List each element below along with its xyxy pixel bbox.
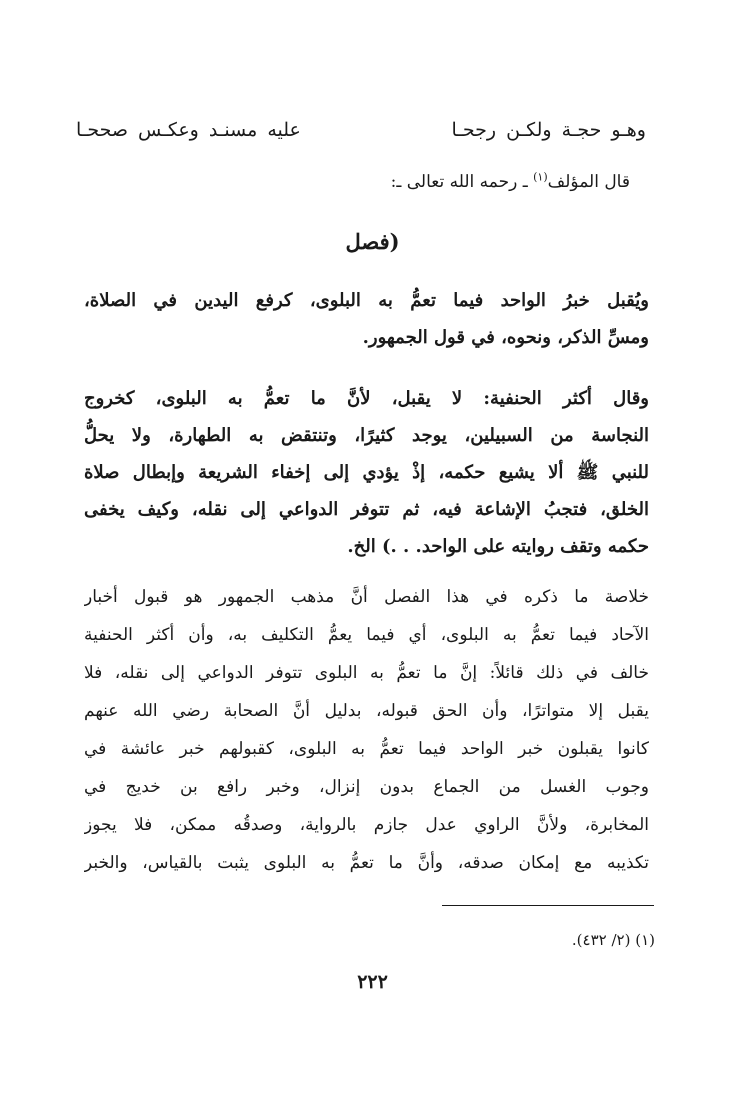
text-line: الخلق، فتجبُ الإشاعة فيه، ثم تتوفر الدواعي إلى نقله، وكيف يخفى (84, 499, 649, 520)
poem-verse (76, 110, 656, 150)
text-line: ومسِّ الذكر، ونحوه، في قول الجمهور. (362, 327, 649, 348)
text-line: كانوا يقبلون خبر الواحد فيما تعمُّ به البلوى، كقبولهم خبر عائشة في (84, 739, 649, 759)
footnote-reference[interactable]: (١) (533, 170, 548, 184)
text-line: يقبل إلا متواترًا، وأن الحق قبوله، بدليل أنَّ الصحابة رضي الله عنهم (84, 701, 649, 721)
intro-text-after: ـ رحمه الله تعالى ـ: (390, 172, 534, 192)
text-line: النجاسة من السبيلين، يوجد كثيرًا، وتنتقض به الطهارة، ولا يحلُّ (84, 425, 649, 446)
intro-line (190, 164, 630, 200)
text-line: وجوب الغسل من الجماع بدون إنزال، وخبر رافع بن خديج في (84, 777, 649, 797)
text-line: تكذيبه مع إمكان صدقه، وأنَّ ما تعمُّ به البلوى يثبت بالقياس، والخبر (84, 853, 649, 873)
footnote: (١) (٢/ ٤٣٢). (571, 931, 655, 949)
text-line: وقال أكثر الحنفية: لا يقبل، لأنَّ ما تعمُّ به البلوى، كخروج (84, 388, 649, 409)
footnote-separator (442, 905, 654, 906)
intro-text-before: قال المؤلف (547, 172, 630, 192)
text-line: المخابرة، ولأنَّ الراوي عدل جازم بالرواية، وصدقُه ممكن، فلا يجوز (84, 815, 649, 835)
section-heading: (فصل (345, 229, 400, 254)
text-line: خالف في ذلك قائلاً: إنَّ ما تعمُّ به البلوى تتوفر الدواعي إلى نقله، فلا (84, 663, 649, 683)
matn-paragraph-2 (84, 380, 649, 565)
text-line: خلاصة ما ذكره في هذا الفصل أنَّ مذهب الجمهور هو قبول أخبار (84, 587, 649, 607)
page-number: ٢٢٢ (357, 971, 388, 993)
text-line: الآحاد فيما تعمُّ به البلوى، أي فيما يعمُّ التكليف به، وأن أكثر الحنفية (84, 625, 649, 645)
text-line: حكمه وتقف روايته على الواحد. . .) الخ. (347, 536, 649, 557)
poem-hemistich-right: وهـو حجـة ولكـن رجحـا (451, 119, 646, 141)
text-line: للنبي ﷺ ألا يشيع حكمه، إذْ يؤدي إلى إخفاء الشريعة وإبطال صلاة (84, 462, 649, 483)
commentary-paragraph (84, 578, 649, 882)
matn-paragraph-1 (84, 282, 649, 356)
text-line: ويُقبل خبرُ الواحد فيما تعمُّ به البلوى، كرفع اليدين في الصلاة، (84, 290, 649, 311)
poem-hemistich-left: عليه مسنـد وعكـس صححـا (76, 119, 301, 141)
